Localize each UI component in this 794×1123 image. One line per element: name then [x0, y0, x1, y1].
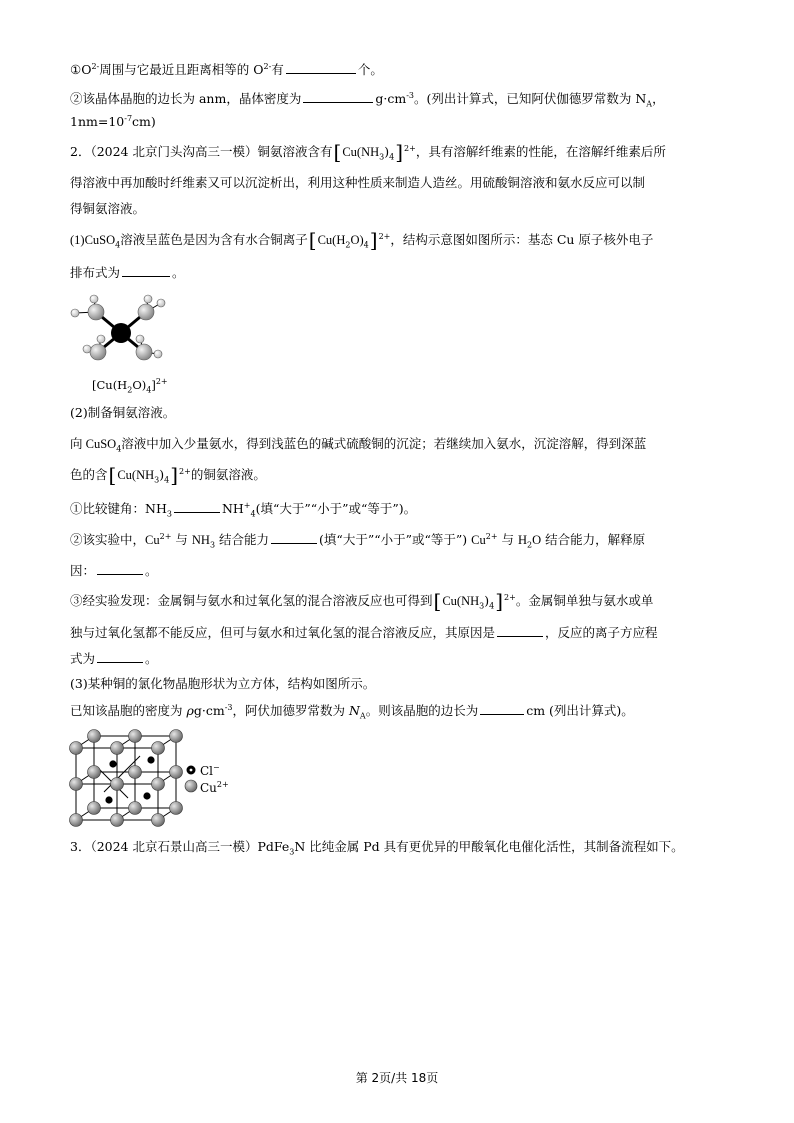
q2-part3-text: 已知该晶胞的密度为 $\rho g\cdot cm^{-3}$，阿伏加德罗常数为 $N_A$。则该晶胞的边长为 cm (列出计算式)。: [70, 702, 634, 721]
cu-aqua-complex-figure: [66, 290, 186, 370]
q1-item1: $①O^{2-}$周围与它最近且距离相等的 $O^{2-}$有 个。: [70, 61, 383, 77]
copper-ion: [111, 778, 124, 791]
chloride-ion: [109, 760, 116, 767]
cu-aqua-complex-label: $[Cu(H_2O)_4]^{2+}$: [92, 377, 168, 395]
q2-part1: (1)CuSO$_4$溶液呈蓝色是因为含有水合铜离子$[Cu(H_2O)_4]^{2+}$，结构示意图如图所示：基态 Cu 原子核外电子: [70, 228, 654, 252]
q2-sub3-cont-2: 式为 。: [70, 651, 158, 666]
copper-ion: [111, 814, 124, 827]
q2-part3-heading: (3)某种铜的氯化物晶胞形状为立方体，结构如图所示。: [70, 676, 376, 691]
copper-ion: [129, 730, 142, 743]
copper-atom: [111, 323, 131, 343]
copper-ion: [70, 814, 83, 827]
q2-part2-text-2: 色的含$[Cu(NH_3)_4]^{2+}$的铜氨溶液。: [70, 463, 266, 487]
copper-chloride-unit-cell-figure: [66, 728, 190, 828]
q2-part2-heading: (2)制备铜氨溶液。: [70, 405, 176, 420]
copper-ion: [170, 730, 183, 743]
q2-sub3-cont-1: 独与过氧化氢都不能反应，但可与氨水和过氧化氢的混合溶液反应，其原因是 ，反应的离子方应程: [70, 625, 658, 640]
copper-ion: [129, 766, 142, 779]
answer-blank[interactable]: [174, 500, 220, 513]
copper-ion: [170, 802, 183, 815]
q2-intro-3: 得铜氨溶液。: [70, 201, 146, 216]
answer-blank[interactable]: [480, 702, 524, 715]
q2-part2-text-1: 向 CuSO$_4$溶液中加入少量氨水，得到浅蓝色的碱式硫酸铜的沉淀；若继续加入氨水，沉淀溶解，得到深蓝: [70, 436, 647, 454]
copper-ion: [88, 802, 101, 815]
q3-intro: 3．（2024 北京石景山高三一模）PdFe$_3$N 比纯金属 Pd 具有更优异的甲酸氧化电催化活性，其制备流程如下。: [70, 839, 684, 857]
copper-legend-marker: [185, 780, 197, 792]
chloride-ion: [143, 792, 150, 799]
copper-ions: [70, 730, 183, 827]
legend-copper: $Cu^{2+}$: [200, 780, 229, 795]
unit-cell-legend-markers: [184, 763, 198, 795]
copper-ion: [152, 778, 165, 791]
q2-sub1: ①比较键角：$NH_3$ $NH^+_4$(填“大于”“小于”或“等于”)。: [70, 500, 417, 519]
q2-part1-cont: 排布式为 。: [70, 265, 185, 280]
answer-blank[interactable]: [122, 264, 170, 277]
copper-ion: [170, 766, 183, 779]
q1-item2: ②该晶体晶胞的边长为 anm，晶体密度为 $g\cdot cm^{-3}$。(列出计算式，已知阿伏伽德罗常数为 $N_A$，: [70, 90, 665, 109]
legend-chloride: Cl−: [200, 763, 220, 778]
q2-sub3: ③经实验发现：金属铜与氨水和过氧化氢的混合溶液反应也可得到$[Cu(NH_3)_4]^{2+}$。金属铜单独与氨水或单: [70, 589, 654, 613]
q2-intro-1: 2．（2024 北京门头沟高三一模）铜氨溶液含有$[Cu(NH_3)_4]^{2+}$，具有溶解纤维素的性能，在溶解纤维素后所: [70, 140, 666, 164]
q2-sub2: ②该实验中，$Cu^{2+}$ 与 $NH_3$ 结合能力 (填“大于”“小于”或“等于”) $Cu^{2+}$ 与 $H_2O$ 结合能力，解释原: [70, 531, 646, 550]
copper-ion: [129, 802, 142, 815]
answer-blank[interactable]: [303, 90, 373, 103]
q2-sub2-cont: 因： 。: [70, 563, 158, 578]
copper-ion: [152, 814, 165, 827]
answer-blank[interactable]: [271, 531, 317, 544]
chloride-ion: [105, 796, 112, 803]
q1-item2-cont: $1nm=10^{-7}cm$): [70, 113, 156, 129]
chloride-ion: [147, 756, 154, 763]
answer-blank[interactable]: [497, 624, 543, 637]
copper-ion: [111, 742, 124, 755]
answer-blank[interactable]: [286, 61, 356, 74]
copper-ion: [152, 742, 165, 755]
copper-ion: [70, 742, 83, 755]
copper-ion: [70, 778, 83, 791]
page-footer: 第 2页/共 18页: [355, 1071, 439, 1085]
copper-ion: [88, 730, 101, 743]
answer-blank[interactable]: [97, 562, 143, 575]
q2-intro-2: 得溶液中再加酸时纤维素又可以沉淀析出，利用这种性质来制造人造丝。用硫酸铜溶液和氨水反应可以制: [70, 175, 646, 190]
answer-blank[interactable]: [97, 650, 143, 663]
copper-ion: [88, 766, 101, 779]
